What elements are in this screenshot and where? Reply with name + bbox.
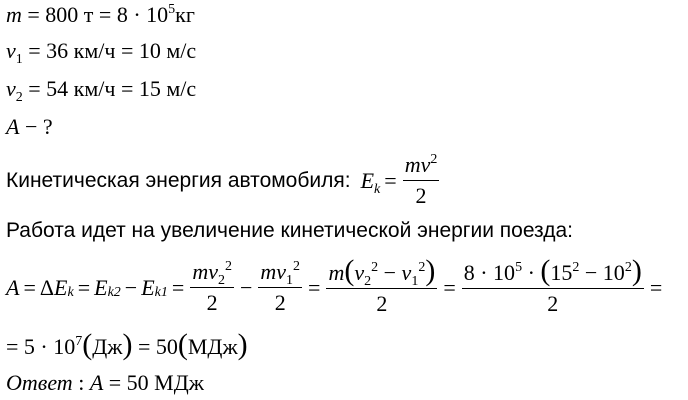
given-find-line: A − ? bbox=[6, 114, 53, 139]
kinetic-energy-line: Кинетическая энергия автомобиля: $E_k$ = $\frac{mv^2}{2}$ bbox=[6, 150, 441, 211]
work-label: Работа идет на увеличение кинетической энергии поезда: bbox=[6, 219, 573, 242]
given-v2-line: $v_2 = 54$ км/ч = 15 м/с bbox=[6, 76, 197, 105]
work-formula-line: A = Δ E $_k$ = E $_{k2}$ − E $_{k1}$ = $\frac{mv_2^2}{2}$ − $\frac{mv_1^2}{2}$ = $\frac{m(v_2^2 - v_1^2)}{2}$ = $\frac{8 \cdot 10^5 \cdot (15^2 - 10^2)}{2}$ = bbox=[6, 256, 666, 319]
answer-label: Ответ bbox=[6, 370, 73, 395]
kinetic-energy-label: Кинетическая энергия автомобиля: bbox=[6, 168, 351, 192]
ek-symbol: $E_k$ bbox=[360, 167, 381, 197]
fraction-mv1: $\frac{mv_1^2}{2}$ bbox=[260, 259, 301, 315]
fraction-numeric: $\frac{8 \cdot 10^5 \cdot (15^2 - 10^2)}{2}$ bbox=[463, 254, 642, 316]
answer-line: Ответ : A = 50 МДж bbox=[6, 370, 204, 395]
fraction-mv2: $\frac{mv_2^2}{2}$ bbox=[192, 259, 232, 315]
given-mass-line: m = 800 $т = 8 \cdot 10^5кг$ bbox=[6, 2, 195, 27]
fraction-difference: $\frac{m(v_2^2 - v_1^2)}{2}$ bbox=[328, 254, 436, 316]
result-line: = $5 \cdot 10^7(Дж) = 50(МДж)$ bbox=[6, 328, 248, 361]
given-v1-line: $v_1 = 36$ км/ч = 10 м/с bbox=[6, 38, 197, 67]
kinetic-fraction: $\frac{mv^2}{2}$ bbox=[404, 152, 438, 208]
